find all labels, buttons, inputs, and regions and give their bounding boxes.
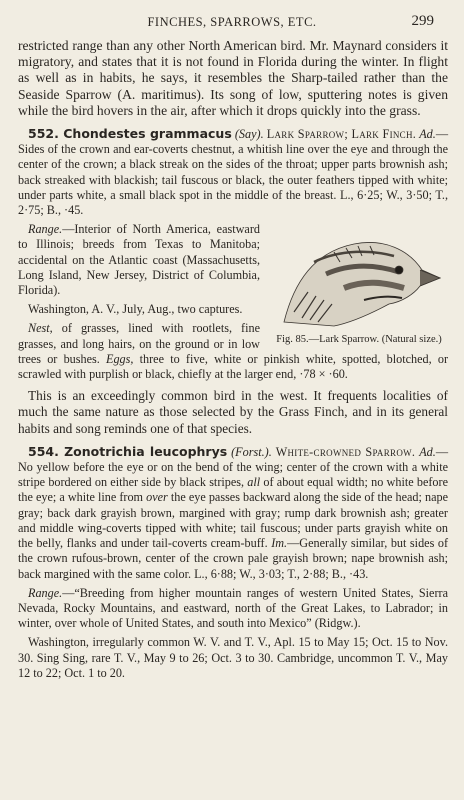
adult-label-552: Ad. [419,127,436,142]
eggs-label-552: Eggs, [106,351,134,366]
description-554-b: of about equal width; no white before the eye; a white line from [18,475,448,505]
washington-552: Washington, A. V., July, Aug., two captures. [28,302,243,317]
adult-label-554: Ad. [419,444,436,459]
immature-label-554: Im. [271,536,288,551]
intro-paragraph: restricted range than any other North American bird. Mr. Maynard considers it migratory, and states that it is not found in Florida during the winter. In flight as well as in habits, he says, it resembles the Sharp-tailed rather than the Seaside Sparrow (A. maritimus). Its song of low, sputtering notes is given while the bird hovers in the air, after which it drops quickly into the grass. [18,38,448,118]
paragraph-2: This is an exceedingly common bird in the west. It frequents localities of much the same nature as those selected by the Grass Finch, and in its general habits and song reminds one of that species. [18,388,448,436]
page-body [18,38,448,681]
eggs-552: three to five, white or pinkish white, spotted, blotched, or scrawled with purplish or black, chiefly at the larger end, ·78 × ·60. [18,351,448,382]
all-word: all [247,475,261,490]
entry-552 [18,126,448,382]
nest-label-552: Nest, [28,321,53,336]
lark-sparrow-head-illustration [274,222,444,332]
common-names-554: White-crowned Sparrow. [275,444,416,459]
washington-554: Washington, irregularly common W. V. and T. V., Apl. 15 to May 15; Oct. 15 to Nov. 30. Sing Sing, rare T. V., May 9 to 26; Oct. 3 to 30. Cambridge, uncommon T. V., May 12 to 22; Oct. 1 to 20. [18,635,448,680]
description-552: —Sides of the crown and ear-coverts chestnut, a whitish line over the eye and through the center of the crown; a black streak on the sides of the throat; upper parts brownish ash; back streaked with blackish; tail fuscous or black, the outer feathers tipped with white; under parts white, a small black spot in the middle of the breast. L., 6·25; W., 3·50; T., 2·75; B., ·45. [18,127,449,218]
description-554-c: the eye passes backward along the side of the head; nape gray; back dark grayish brown, margined with gray; rump dark brownish ash; greater and middle wing-coverts tipped with white; tail fuscous; under parts grayish white on the belly, flanks and under tail-coverts cream-buff. [18,490,449,551]
species-authority-554: (Forst.). [231,444,272,459]
description-554-a: —No yellow before the eye or on the bend of the wing; center of the crown with a white stripe bordered on either side by black stripes, [18,444,448,490]
species-authority-552: (Say). [234,127,264,142]
running-head: FINCHES, SPARROWS, ETC. [147,15,317,29]
page-number: 299 [411,13,434,29]
species-heading-552: 552. Chondestes grammacus [28,126,232,142]
range-label-554: Range. [28,585,63,600]
entry-554 [18,444,448,681]
immature-554: —Generally similar, but sides of the crown rufous-brown, center of the crown pale grayish brown; nape brownish ash; back margined with the same color. L., 6·88; W., 3·03; T., 2·88; B., ·43. [18,536,449,581]
range-552: —Interior of North America, eastward to Illinois; breeds from Texas to Manitoba; accidental on the Atlantic coast (Massachusetts, Long Island, New Jersey, District of Columbia, Florida). [18,222,260,298]
lark-sparrow-figure [270,222,448,346]
species-heading-554: 554. Zonotrichia leucophrys [28,443,228,459]
figure-caption: Fig. 85.—Lark Sparrow. (Natural size.) [276,334,442,346]
nest-552: of grasses, lined with rootlets, fine grasses, and long hairs, on the ground or in low trees or bushes. [18,321,260,366]
page-header [0,15,464,35]
common-names-552: Lark Sparrow; Lark Finch. [266,127,417,142]
range-label-552: Range. [28,222,63,237]
over-word: over [146,490,168,505]
range-554: —“Breeding from higher mountain ranges of western United States, Sierra Nevada, Rocky Mountains, and eastward, north of the Great Lakes, to Labrador; in winter, over whole of United States, and south into Mexico” (Ridgw.). [18,585,448,631]
